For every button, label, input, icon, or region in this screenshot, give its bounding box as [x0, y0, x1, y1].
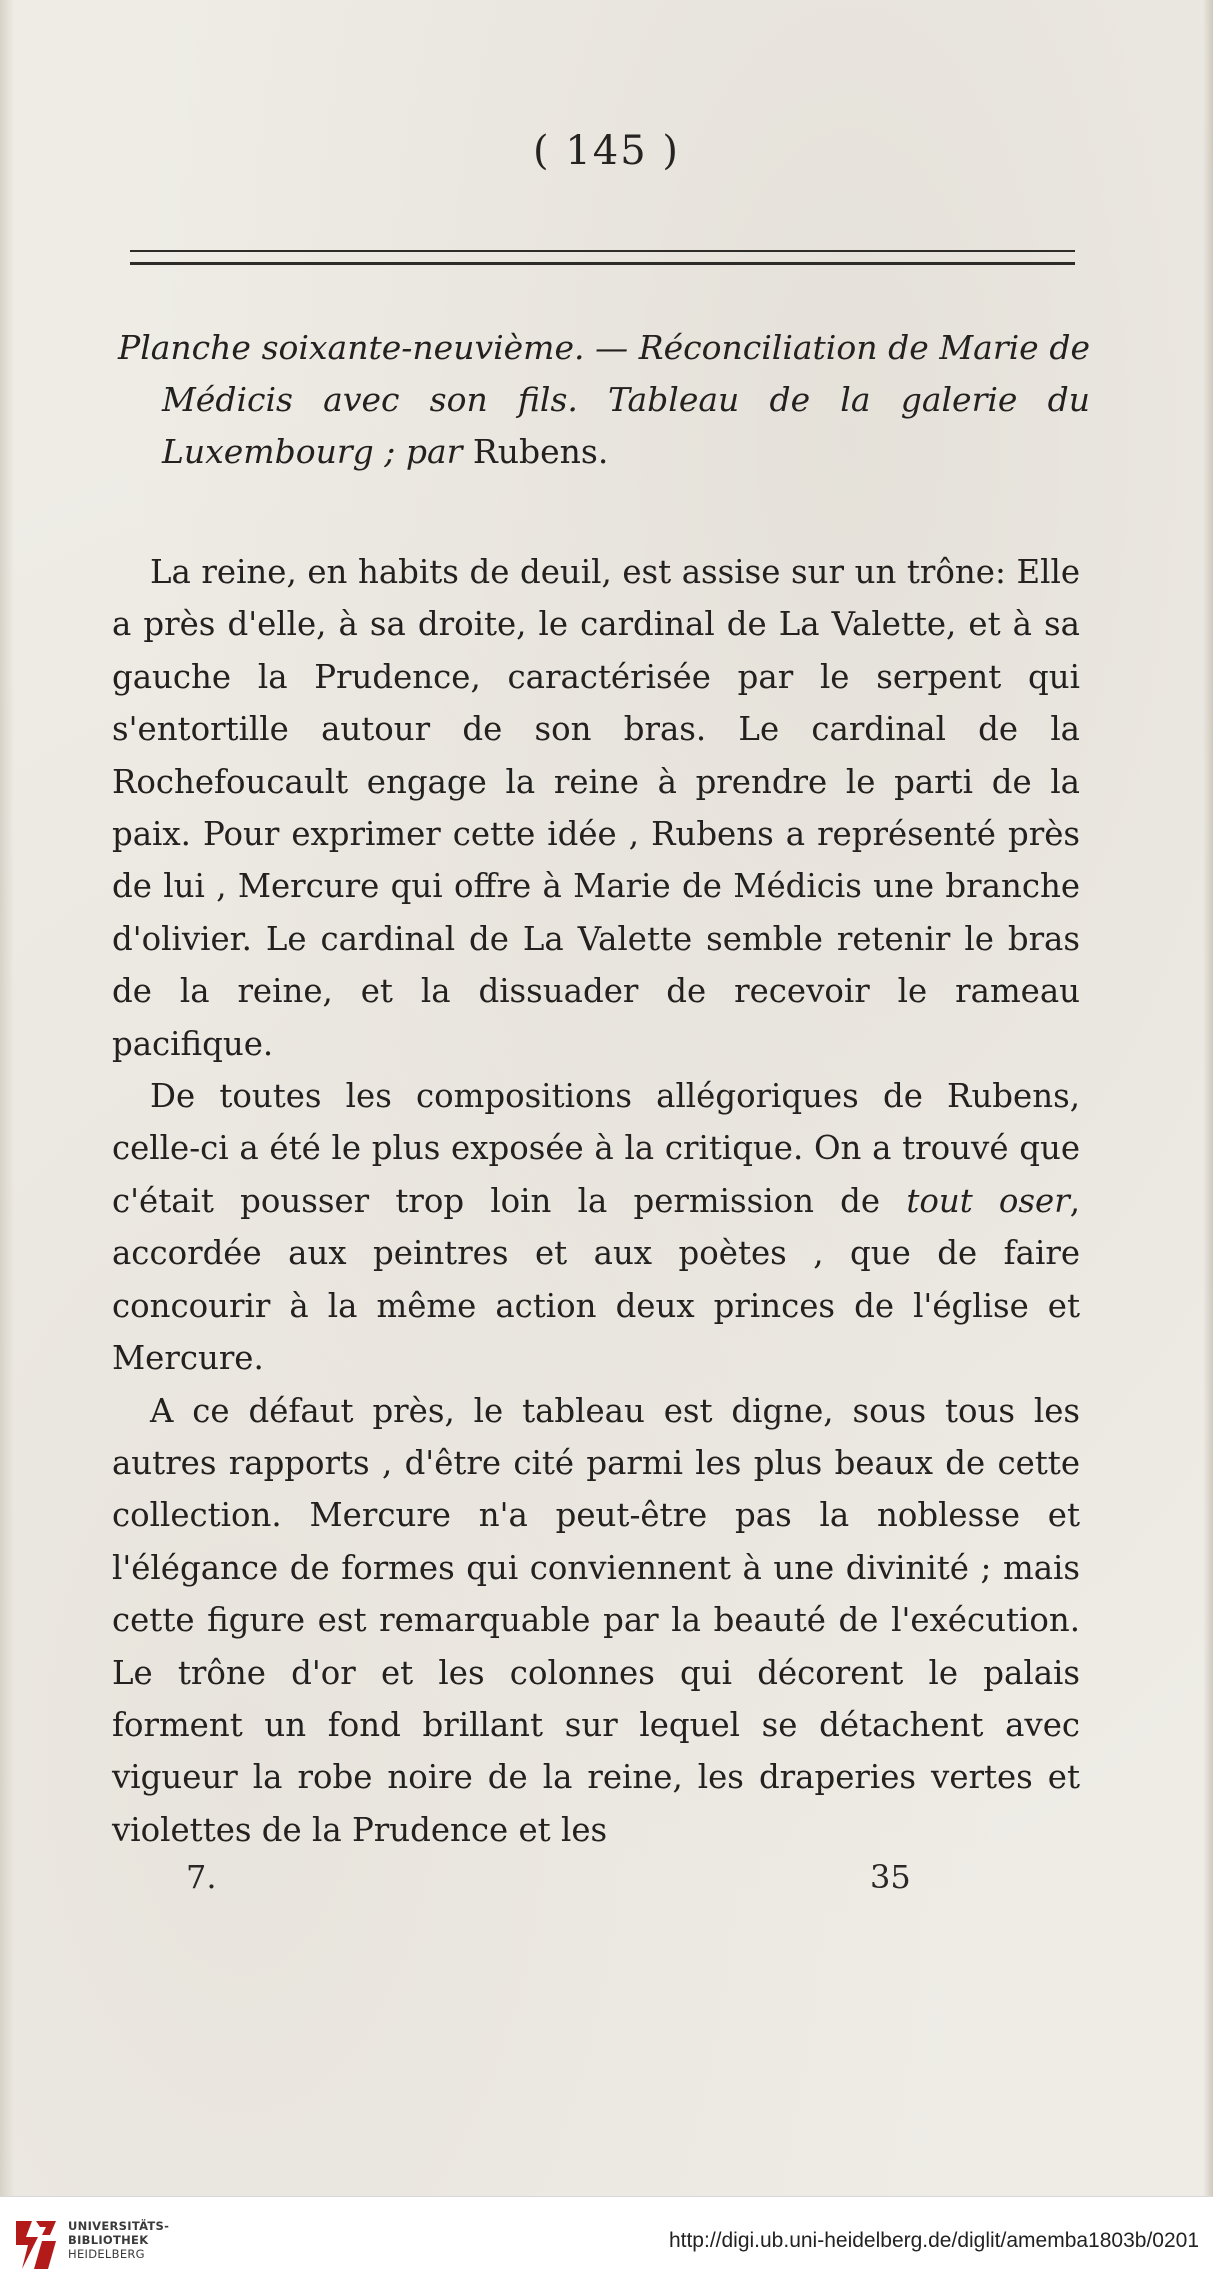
header-rule-thin [130, 250, 1075, 252]
page-edge-right [1203, 0, 1213, 2196]
paragraph-2-end: accordée aux peintres et aux poètes , que de faire concourir à la même action deux princes de l'église et Mercure. [112, 1234, 1080, 1378]
paragraph-2-start: De toutes les compositions allégoriques de Rubens, celle-ci a été le plus exposée à la critique. On a trouvé que c'était pousser trop loin la permission de [112, 1077, 1080, 1220]
footer-bar [0, 2196, 1213, 2283]
paragraph-3: A ce défaut près, le tableau est digne, sous tous les autres rapports , d'être cité parmi les plus beaux de cette collection. Mercure n'a peut-être pas la noblesse et l'élégance de formes qui conviennent à une divinité ; mais cette figure est remarquable par la beauté de l'exécution. Le trône d'or et les colonnes qui décorent le palais forment un fond brillant sur lequel se détachent avec vigueur la robe noire de la reine, les draperies vertes et violettes de la Prudence et les [112, 1391, 1080, 1849]
page-number: ( 145 ) [533, 128, 680, 174]
signature-number: 35 [870, 1858, 911, 1896]
page-edge-left [0, 0, 14, 2196]
plate-caption [118, 322, 1090, 478]
paragraph-2-comma: , [1069, 1181, 1081, 1220]
heidelberg-logo-icon [12, 2217, 60, 2273]
paragraph-2-italic: tout oser [906, 1181, 1070, 1220]
body-text [112, 546, 1080, 1856]
caption-title: Planche soixante-neuvième. — Réconciliation de Marie de Médicis avec son fils. Tableau de la galerie du Luxembourg ; par [118, 328, 1090, 471]
caption-artist: Rubens. [472, 432, 609, 471]
library-name-line-3: HEIDELBERG [68, 2247, 145, 2261]
library-name-line-2: BIBLIOTHEK [68, 2233, 149, 2247]
signature-mark: 7. [186, 1858, 217, 1896]
paragraph-2 [112, 1070, 1080, 1384]
header-rule-thick [130, 262, 1075, 265]
library-name [68, 2219, 169, 2261]
permalink-url[interactable]: http://digi.ub.uni-heidelberg.de/diglit/amemba1803b/0201 [668, 2229, 1199, 2252]
library-name-line-1: UNIVERSITÄTS- [68, 2219, 170, 2233]
paragraph-1: La reine, en habits de deuil, est assise sur un trône: Elle a près d'elle, à sa droite, le cardinal de La Valette, et à sa gauche la Prudence, caractérisée par le serpent qui s'entortille autour de son bras. Le cardinal de la Rochefoucault engage la reine à prendre le parti de la paix. Pour exprimer cette idée , Rubens a représenté près de lui , Mercure qui offre à Marie de Médicis une branche d'olivier. Le cardinal de La Valette semble retenir le bras de la reine, et la dissuader de recevoir le rameau pacifique. [112, 553, 1080, 1063]
